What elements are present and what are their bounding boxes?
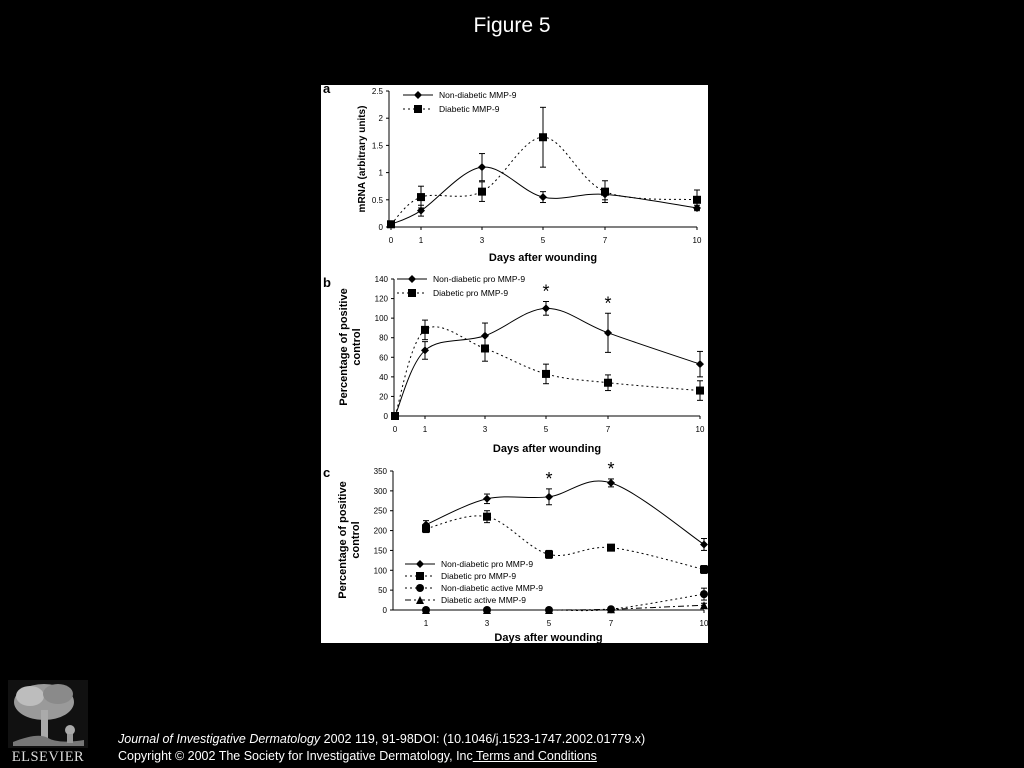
data-point bbox=[542, 370, 550, 378]
panel-label: a bbox=[323, 85, 331, 96]
chart-panel-c bbox=[323, 459, 708, 643]
x-tick-label: 3 bbox=[479, 236, 485, 245]
terms-and-conditions-link[interactable]: Terms and Conditions bbox=[472, 749, 597, 763]
y-tick-label: 200 bbox=[373, 526, 387, 536]
figure-panel bbox=[321, 85, 708, 643]
x-tick-label: 0 bbox=[388, 236, 394, 245]
citation bbox=[118, 731, 645, 765]
series-line bbox=[426, 481, 704, 544]
data-point bbox=[478, 163, 486, 171]
x-tick-label: 7 bbox=[602, 236, 608, 245]
y-tick-label: 140 bbox=[374, 275, 388, 284]
elsevier-tree-icon bbox=[8, 680, 88, 748]
data-point bbox=[545, 550, 553, 558]
legend-marker bbox=[408, 289, 416, 297]
data-point bbox=[696, 360, 704, 368]
legend-label: Diabetic MMP-9 bbox=[439, 104, 500, 114]
legend-marker bbox=[414, 91, 422, 99]
elsevier-logo bbox=[8, 680, 88, 766]
significance-asterisk: * bbox=[545, 468, 553, 489]
journal-name: Journal of Investigative Dermatology bbox=[118, 732, 321, 746]
series-line bbox=[391, 137, 697, 224]
legend-marker bbox=[408, 275, 416, 283]
series-line bbox=[395, 308, 700, 416]
slide-title: Figure 5 bbox=[473, 14, 551, 37]
data-point bbox=[483, 495, 491, 503]
data-point bbox=[700, 540, 708, 548]
elsevier-wordmark: ELSEVIER bbox=[11, 749, 85, 765]
y-tick-label: 0 bbox=[378, 223, 383, 232]
citation-line-2 bbox=[118, 748, 645, 765]
data-point bbox=[696, 387, 704, 395]
x-tick-label: 1 bbox=[418, 236, 424, 245]
legend-label: Non-diabetic pro MMP-9 bbox=[441, 559, 534, 569]
data-point bbox=[545, 493, 553, 501]
citation-reference: 2002 119, 91-98DOI: (10.1046/j.1523-1747.2002.01779.x) bbox=[320, 732, 646, 746]
x-tick-label: 7 bbox=[608, 619, 614, 628]
y-tick-label: 300 bbox=[373, 486, 387, 496]
data-point bbox=[422, 525, 430, 533]
x-axis-label: Days after wounding bbox=[492, 443, 602, 455]
y-axis-label: mRNA (arbitrary units) bbox=[357, 105, 368, 213]
x-tick-label: 5 bbox=[546, 619, 552, 628]
data-point bbox=[607, 479, 615, 487]
y-tick-label: 100 bbox=[373, 566, 387, 576]
significance-asterisk: * bbox=[542, 281, 550, 302]
x-tick-label: 3 bbox=[482, 425, 488, 434]
data-point bbox=[539, 193, 547, 201]
data-point bbox=[542, 304, 550, 312]
legend-label: Non-diabetic pro MMP-9 bbox=[433, 274, 526, 284]
citation-line-1 bbox=[118, 731, 645, 748]
y-tick-label: 20 bbox=[379, 392, 388, 402]
y-tick-label: 0 bbox=[382, 606, 387, 615]
y-tick-label: 40 bbox=[379, 372, 388, 382]
data-point bbox=[417, 193, 425, 201]
panel-label: c bbox=[323, 465, 331, 480]
data-point bbox=[391, 412, 399, 420]
x-axis-label: Days after wounding bbox=[494, 632, 603, 643]
data-point bbox=[387, 220, 395, 228]
y-axis-label: Percentage of positivecontrol bbox=[337, 481, 362, 599]
panel-label: b bbox=[323, 275, 331, 290]
y-tick-label: 120 bbox=[374, 294, 388, 304]
legend-label: Diabetic active MMP-9 bbox=[441, 595, 527, 605]
series-line bbox=[426, 605, 704, 610]
x-axis-label: Days after wounding bbox=[488, 252, 598, 264]
legend-marker bbox=[414, 105, 422, 113]
y-tick-label: 2 bbox=[378, 114, 383, 124]
data-point bbox=[481, 344, 489, 352]
legend-label: Non-diabetic MMP-9 bbox=[439, 90, 517, 100]
chart-panel-a bbox=[323, 85, 702, 264]
significance-asterisk: * bbox=[607, 458, 615, 479]
legend-label: Non-diabetic active MMP-9 bbox=[441, 583, 544, 593]
data-point bbox=[539, 133, 547, 141]
y-tick-label: 1.5 bbox=[371, 141, 383, 151]
legend-marker bbox=[416, 584, 424, 592]
x-tick-label: 10 bbox=[695, 425, 705, 434]
y-tick-label: 1 bbox=[378, 168, 383, 178]
data-point bbox=[700, 590, 708, 598]
data-point bbox=[478, 188, 486, 196]
x-tick-label: 1 bbox=[422, 425, 428, 434]
x-tick-label: 5 bbox=[543, 425, 549, 434]
legend-label: Diabetic pro MMP-9 bbox=[441, 571, 517, 581]
y-tick-label: 0 bbox=[383, 412, 388, 421]
data-point bbox=[604, 329, 612, 337]
chart-panel-b bbox=[323, 274, 705, 455]
data-point bbox=[483, 513, 491, 521]
legend-label: Diabetic pro MMP-9 bbox=[433, 288, 509, 298]
copyright-text: Copyright © 2002 The Society for Investigative Dermatology, Inc bbox=[118, 749, 473, 763]
legend-marker bbox=[416, 572, 424, 580]
data-point bbox=[604, 379, 612, 387]
significance-asterisk: * bbox=[604, 293, 612, 314]
legend-marker bbox=[416, 560, 424, 568]
y-tick-label: 60 bbox=[379, 353, 388, 363]
data-point bbox=[607, 544, 615, 552]
x-tick-label: 10 bbox=[692, 236, 702, 245]
y-tick-label: 150 bbox=[373, 546, 387, 556]
x-tick-label: 5 bbox=[540, 236, 546, 245]
data-point bbox=[700, 565, 708, 573]
y-axis-label: Percentage of positivecontrol bbox=[338, 288, 363, 406]
figure-5-chart bbox=[321, 85, 708, 643]
y-tick-label: 2.5 bbox=[371, 87, 383, 96]
x-tick-label: 3 bbox=[484, 619, 490, 628]
x-tick-label: 7 bbox=[605, 425, 611, 434]
data-point bbox=[421, 326, 429, 334]
y-tick-label: 350 bbox=[373, 467, 387, 476]
y-tick-label: 0.5 bbox=[371, 195, 383, 205]
x-tick-label: 0 bbox=[392, 425, 398, 434]
y-tick-label: 80 bbox=[379, 333, 388, 343]
data-point bbox=[693, 196, 701, 204]
y-tick-label: 250 bbox=[373, 506, 387, 516]
x-tick-label: 1 bbox=[423, 619, 429, 628]
y-tick-label: 100 bbox=[374, 314, 388, 324]
x-tick-label: 10 bbox=[699, 619, 708, 628]
data-point bbox=[601, 188, 609, 196]
y-tick-label: 50 bbox=[378, 586, 387, 596]
